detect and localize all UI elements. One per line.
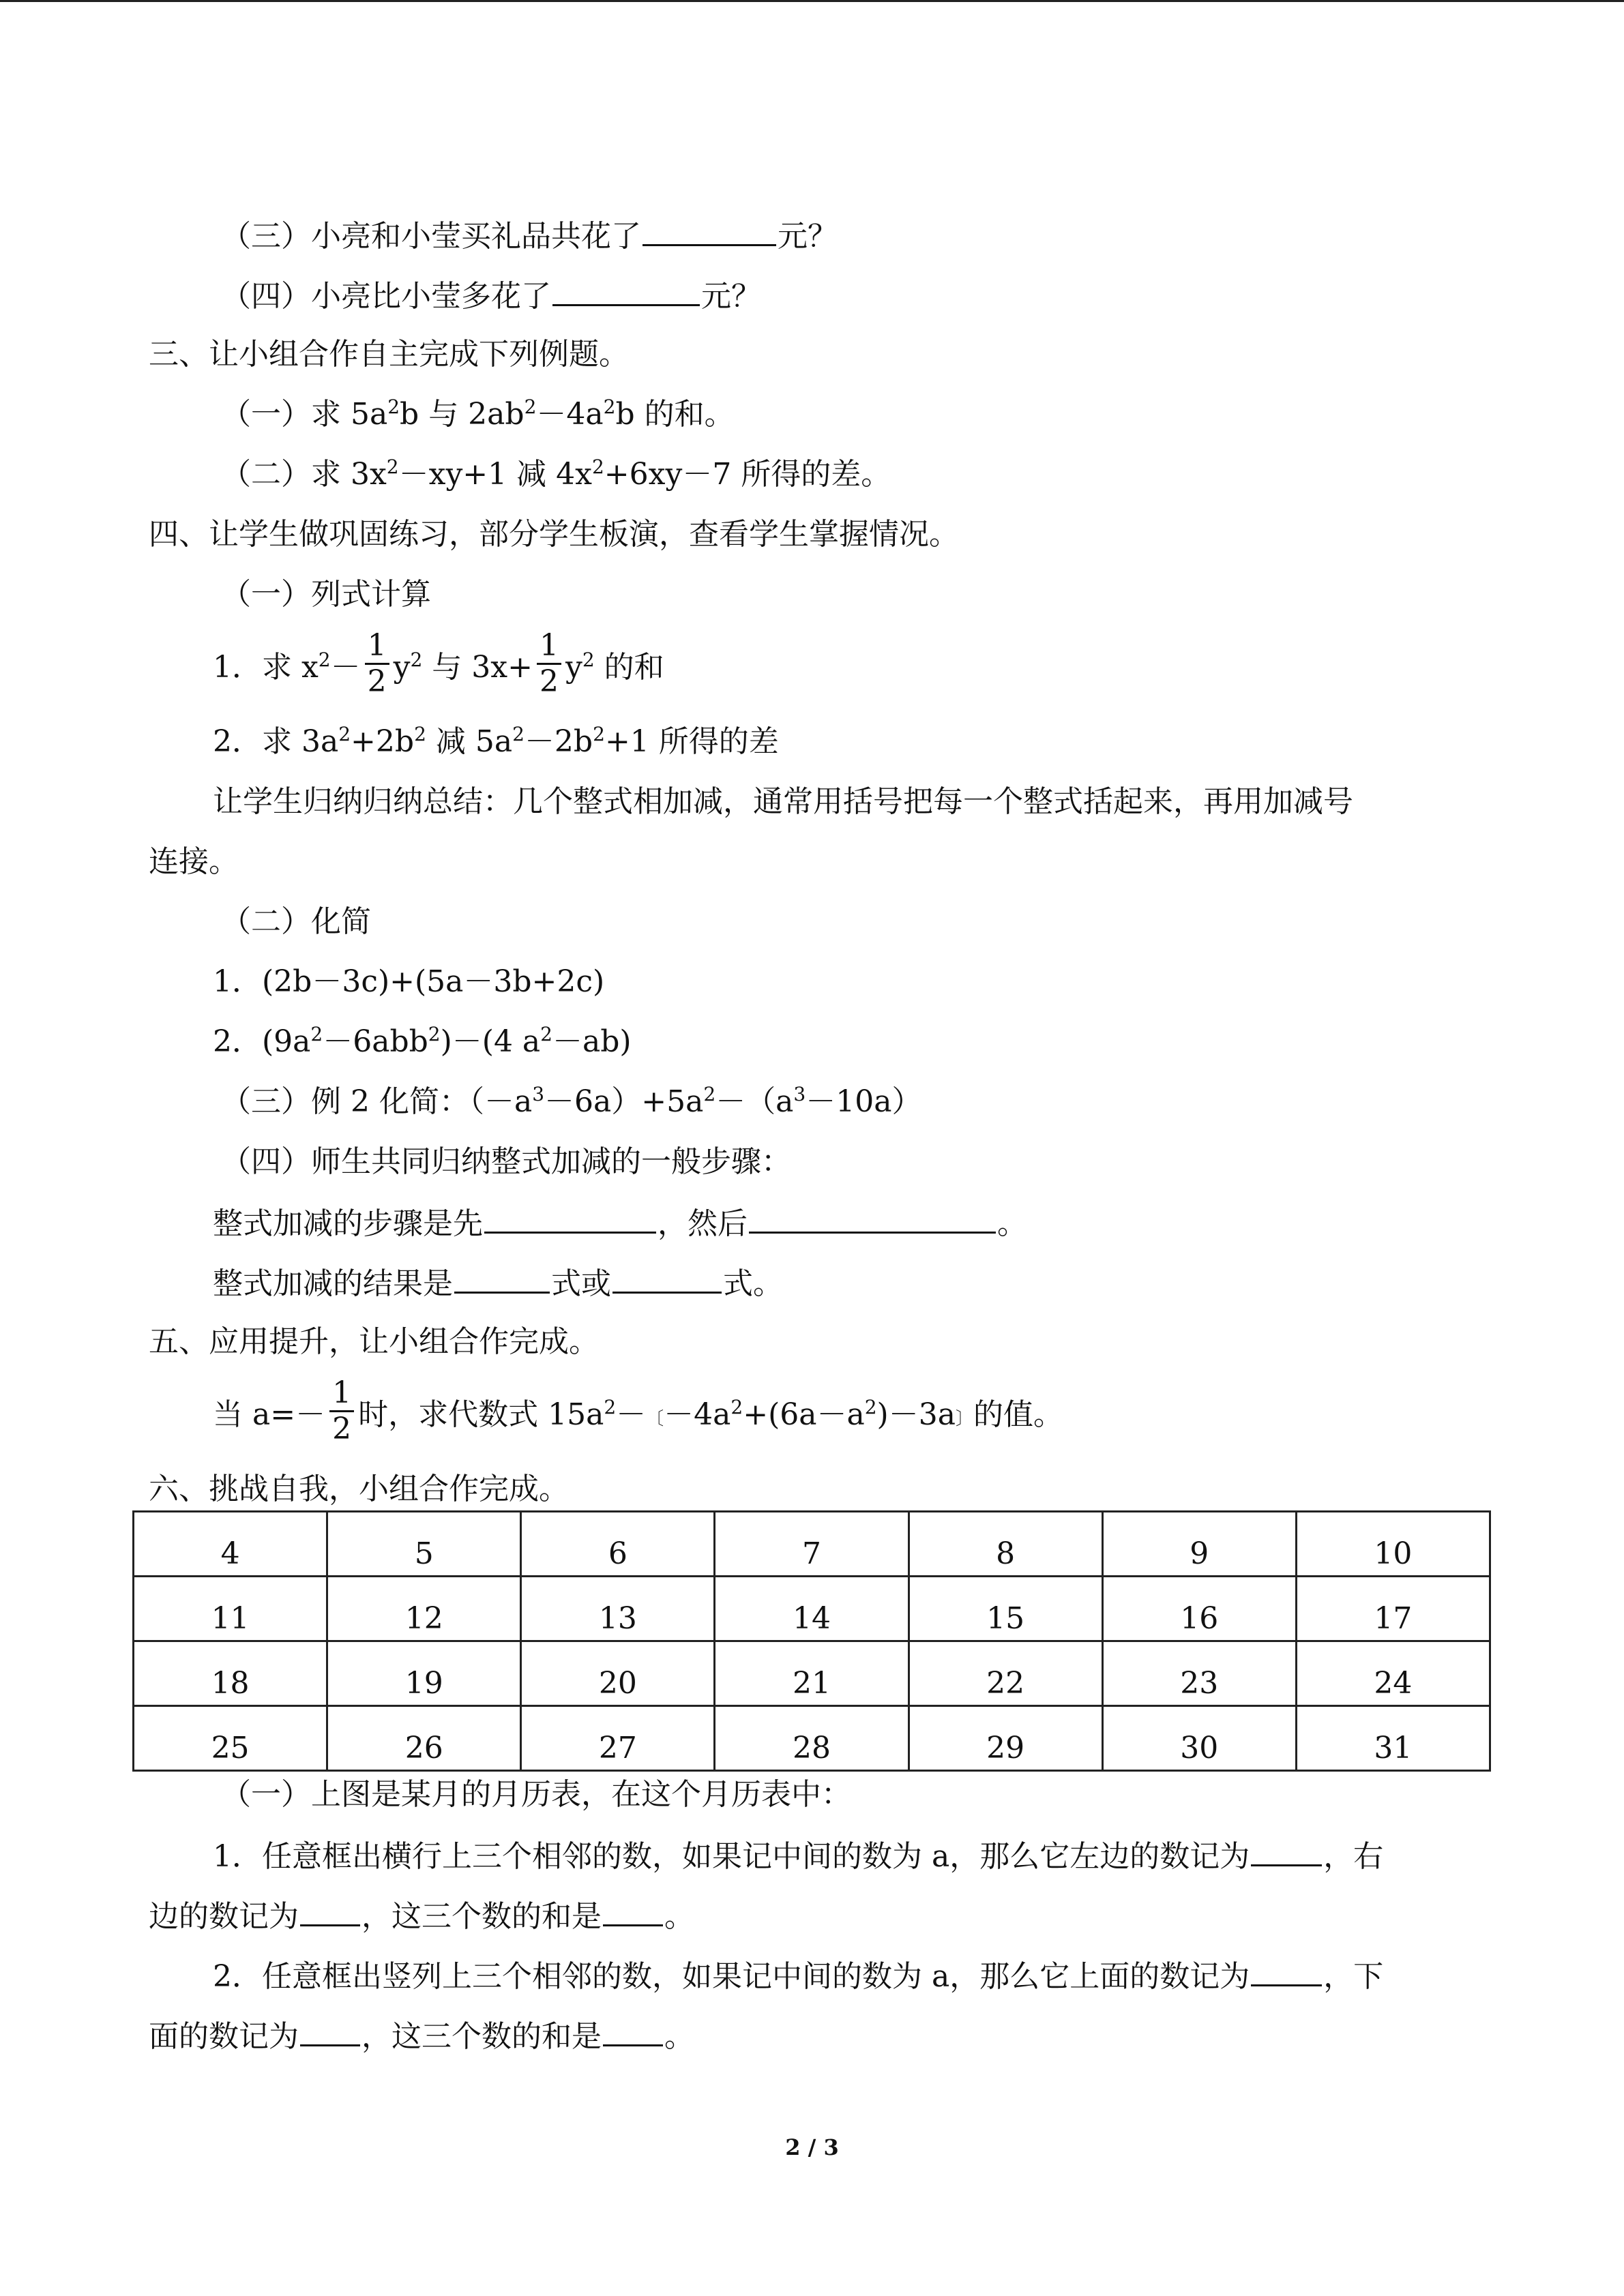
- exponent: 2: [428, 1023, 441, 1045]
- calendar-cell: 9: [1102, 1512, 1296, 1577]
- calendar-cell: 11: [134, 1577, 327, 1641]
- calendar-cell: 15: [909, 1577, 1102, 1641]
- item-2-line-2: [149, 2014, 694, 2057]
- answer-blank[interactable]: [1251, 1954, 1322, 1986]
- steps-line: [213, 1202, 1027, 1244]
- section-5-heading: 五、应用提升，让小组合作完成。: [149, 1324, 599, 1359]
- calc-item-2: [213, 721, 779, 762]
- fraction-half: [537, 629, 561, 699]
- numerator: 1: [367, 628, 387, 663]
- text: ，下: [1323, 1959, 1384, 1994]
- exponent: 3: [532, 1083, 545, 1105]
- text: +(6a－a: [743, 1397, 865, 1432]
- answer-blank[interactable]: [300, 1894, 360, 1926]
- text: ，右: [1323, 1839, 1384, 1874]
- calendar-intro: （一）上图是某月的月历表，在这个月历表中：: [221, 1777, 851, 1812]
- calendar-cell: 21: [715, 1641, 909, 1706]
- exponent: 2: [603, 396, 616, 418]
- calendar-cell: 17: [1296, 1577, 1490, 1641]
- part-2-heading: （二）化简: [221, 904, 371, 939]
- example-2: [221, 454, 891, 495]
- text: －6a）+5a: [544, 1084, 704, 1119]
- simplify-item-2: [213, 1022, 632, 1062]
- text: y: [393, 650, 411, 685]
- text: )－3a: [876, 1397, 956, 1432]
- calendar-cell: 28: [715, 1706, 909, 1771]
- q3-text: （三）小亮和小莹买礼品共花了: [221, 219, 641, 254]
- text: （二）求 3x: [221, 457, 387, 492]
- exponent: 2: [524, 396, 537, 418]
- calendar-cell: 22: [909, 1641, 1102, 1706]
- numerator: 1: [332, 1375, 352, 1410]
- calendar-row: [134, 1512, 1490, 1577]
- exponent: 3: [793, 1083, 806, 1105]
- text: 。: [664, 1899, 694, 1934]
- text: －（a: [715, 1084, 794, 1119]
- question-3: [221, 214, 838, 257]
- text: b 的和。: [615, 397, 735, 432]
- text: －2b: [524, 724, 593, 759]
- summary-line-2: 连接。: [149, 844, 239, 879]
- exponent: 2: [310, 1023, 323, 1045]
- q4-text: （四）小亮比小莹多花了: [221, 279, 551, 314]
- section-3-heading: 三、让小组合作自主完成下列例题。: [149, 337, 629, 372]
- text: 。: [997, 1206, 1027, 1241]
- item-2-line-1: [213, 1954, 1383, 1997]
- exponent: 2: [591, 456, 604, 478]
- answer-blank[interactable]: [612, 1262, 722, 1294]
- q4-tail: 元？: [701, 279, 761, 314]
- text: －4a: [664, 1397, 731, 1432]
- text: －: [616, 1397, 647, 1432]
- answer-blank[interactable]: [300, 2014, 360, 2046]
- text: 1．任意框出横行上三个相邻的数，如果记中间的数为 a，那么它左边的数记为: [213, 1839, 1250, 1874]
- fraction-half: [329, 1376, 354, 1446]
- answer-blank[interactable]: [1251, 1834, 1322, 1866]
- exponent: 2: [387, 396, 400, 418]
- calendar-cell: 26: [327, 1706, 521, 1771]
- exponent: 2: [386, 456, 399, 478]
- text: （三）例 2 化简：（－a: [221, 1084, 533, 1119]
- part-4-heading: （四）师生共同归纳整式加减的一般步骤：: [221, 1144, 791, 1179]
- calendar-row: [134, 1706, 1490, 1771]
- calendar-row: [134, 1577, 1490, 1641]
- text: 减 5a: [426, 724, 513, 759]
- calendar-row: [134, 1641, 1490, 1706]
- numerator: 1: [539, 628, 559, 663]
- text: +6xy－7 所得的差。: [604, 457, 891, 492]
- calendar-cell: 18: [134, 1641, 327, 1706]
- answer-blank[interactable]: [484, 1202, 656, 1234]
- exponent: 2: [414, 723, 426, 745]
- application-problem: [213, 1375, 1063, 1452]
- part-1-heading: （一）列式计算: [221, 577, 431, 612]
- section-4-heading: 四、让学生做巩固练习，部分学生板演，查看学生掌握情况。: [149, 517, 959, 552]
- text: （一）求 5a: [221, 397, 388, 432]
- text: b 与 2ab: [400, 397, 525, 432]
- section-6-heading: 六、挑战自我，小组合作完成。: [149, 1472, 569, 1506]
- answer-blank[interactable]: [603, 1894, 663, 1926]
- calendar-cell: 8: [909, 1512, 1102, 1577]
- example-1: [221, 394, 735, 435]
- exponent: 2: [593, 723, 605, 745]
- text: 2．任意框出竖列上三个相邻的数，如果记中间的数为 a，那么它上面的数记为: [213, 1959, 1250, 1994]
- text: 的和: [594, 650, 664, 685]
- text: －ab): [552, 1024, 632, 1059]
- text: 2．求 3a: [213, 724, 339, 759]
- calendar-cell: 10: [1296, 1512, 1490, 1577]
- text: 边的数记为: [149, 1899, 299, 1934]
- calendar-cell: 25: [134, 1706, 327, 1771]
- text: 当 a=－: [213, 1397, 326, 1432]
- text: －: [330, 650, 361, 685]
- text: 面的数记为: [149, 2019, 299, 2054]
- exponent: 2: [703, 1083, 716, 1105]
- exponent: 2: [540, 1023, 552, 1045]
- exponent: 2: [512, 723, 525, 745]
- calc-item-1: [213, 628, 664, 704]
- answer-blank[interactable]: [749, 1202, 996, 1234]
- calendar-cell: 6: [521, 1512, 715, 1577]
- exponent: 2: [410, 648, 423, 671]
- text: )－(4 a: [440, 1024, 541, 1059]
- simplify-item-1: 1．(2b－3c)+(5a－3b+2c): [213, 964, 605, 999]
- text: ，这三个数的和是: [361, 2019, 602, 2054]
- calendar-cell: 23: [1102, 1641, 1296, 1706]
- exponent: 2: [864, 1396, 877, 1418]
- text: ，这三个数的和是: [361, 1899, 602, 1934]
- text: +1 所得的差: [604, 724, 779, 759]
- calendar-table: [132, 1510, 1491, 1772]
- calendar-cell: 27: [521, 1706, 715, 1771]
- text: －10a）: [806, 1084, 922, 1119]
- text: 的值。: [973, 1397, 1063, 1432]
- text: －6abb: [323, 1024, 428, 1059]
- calendar-cell: 13: [521, 1577, 715, 1641]
- denominator: 2: [365, 663, 389, 699]
- text: y: [565, 650, 582, 685]
- calendar-cell: 20: [521, 1641, 715, 1706]
- text: 整式加减的步骤是先: [213, 1206, 483, 1241]
- exponent: 2: [582, 648, 595, 671]
- calendar-cell: 4: [134, 1512, 327, 1577]
- text: 2．(9a: [213, 1024, 311, 1059]
- part-3-example: [221, 1082, 921, 1122]
- answer-blank[interactable]: [603, 2014, 663, 2046]
- exponent: 2: [730, 1396, 743, 1418]
- denominator: 2: [329, 1410, 354, 1446]
- answer-blank[interactable]: [552, 274, 700, 306]
- page-number: 2 / 3: [785, 2134, 839, 2160]
- denominator: 2: [537, 663, 561, 699]
- text: 1．求 x: [213, 650, 319, 685]
- text: 式。: [723, 1266, 783, 1301]
- calendar-cell: 14: [715, 1577, 909, 1641]
- calendar-cell: 7: [715, 1512, 909, 1577]
- text: －xy+1 减 4x: [398, 457, 592, 492]
- item-1-line-1: [213, 1834, 1383, 1877]
- text: +2b: [351, 724, 415, 759]
- text: 式或: [551, 1266, 611, 1301]
- bracket-close: 〕: [955, 1409, 973, 1429]
- question-4: [221, 274, 761, 317]
- calendar-cell: 30: [1102, 1706, 1296, 1771]
- exponent: 2: [604, 1396, 617, 1418]
- calendar-cell: 12: [327, 1577, 521, 1641]
- calendar-cell: 24: [1296, 1641, 1490, 1706]
- answer-blank[interactable]: [454, 1262, 550, 1294]
- text: －4a: [536, 397, 604, 432]
- q3-tail: 元？: [778, 219, 838, 254]
- item-1-line-2: [149, 1894, 694, 1937]
- summary-line-1: 让学生归纳归纳总结：几个整式相加减，通常用括号把每一个整式括起来，再用加减号: [213, 784, 1353, 819]
- text: 整式加减的结果是: [213, 1266, 453, 1301]
- calendar-cell: 16: [1102, 1577, 1296, 1641]
- text: ，然后: [658, 1206, 748, 1241]
- text: 时，求代数式 15a: [358, 1397, 604, 1432]
- calendar-cell: 19: [327, 1641, 521, 1706]
- calendar-cell: 31: [1296, 1706, 1490, 1771]
- exponent: 2: [338, 723, 351, 745]
- fraction-half: [365, 629, 389, 699]
- result-line: [213, 1262, 783, 1304]
- answer-blank[interactable]: [643, 214, 776, 246]
- calendar-cell: 29: [909, 1706, 1102, 1771]
- calendar-cell: 5: [327, 1512, 521, 1577]
- text: 与 3x+: [422, 650, 533, 685]
- text: 。: [664, 2019, 694, 2054]
- bracket-open: 〔: [646, 1409, 664, 1429]
- exponent: 2: [318, 648, 331, 671]
